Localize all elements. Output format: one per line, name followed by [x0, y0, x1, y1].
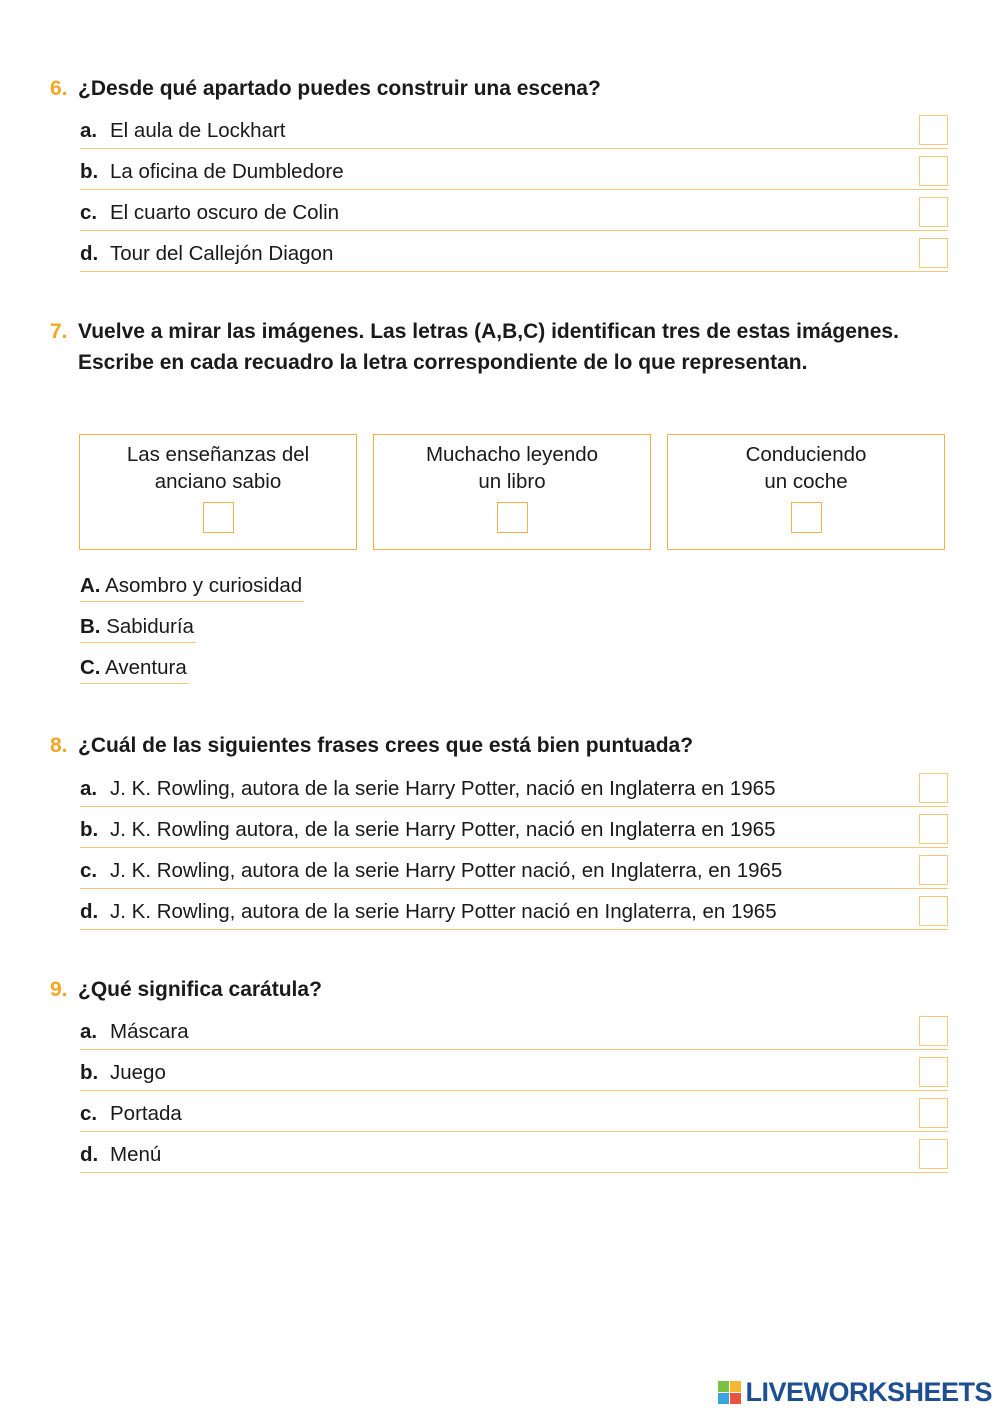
q9-option-a [80, 1017, 948, 1050]
option-letter: d. [80, 1143, 99, 1166]
q6-answer-checkbox-a[interactable] [919, 115, 948, 145]
option-letter: b. [80, 160, 99, 183]
option-letter: d. [80, 900, 99, 923]
option-letter: b. [80, 1061, 99, 1084]
option-letter: a. [80, 119, 98, 142]
option-letter: c. [80, 1102, 98, 1125]
card-answer-box-2[interactable] [497, 502, 528, 533]
option-text: Portada [110, 1102, 182, 1125]
question-7-text: Vuelve a mirar las imágenes. Las letras (A,B,C) identifican tres de estas imágenes. Escribe en cada recuadro la letra correspondiente de lo que representan. [78, 320, 899, 374]
option-letter: c. [80, 201, 98, 224]
image-card-1 [79, 434, 357, 550]
option-text: Máscara [110, 1020, 189, 1043]
q9-answer-checkbox-d[interactable] [919, 1139, 948, 1169]
q6-option-a [80, 116, 948, 149]
option-text: J. K. Rowling, autora de la serie Harry Potter nació en Inglaterra, en 1965 [110, 900, 777, 923]
option-text: Juego [110, 1061, 166, 1084]
option-letter: a. [80, 1020, 98, 1043]
card-line-2: anciano sabio [154, 470, 282, 493]
question-7-title [50, 316, 938, 378]
card-line-2: un coche [764, 470, 848, 493]
q8-option-d [80, 897, 948, 930]
q8-option-b [80, 815, 948, 848]
legend-text: Sabiduría [106, 615, 194, 638]
card-line-2: un libro [478, 470, 546, 493]
card-line-1: Las enseñanzas del [126, 443, 310, 466]
image-card-2 [373, 434, 651, 550]
q6-answer-checkbox-c[interactable] [919, 197, 948, 227]
question-8-text: ¿Cuál de las siguientes frases crees que está bien puntuada? [78, 734, 694, 757]
q9-answer-checkbox-c[interactable] [919, 1098, 948, 1128]
option-text: J. K. Rowling autora, de la serie Harry Potter, nació en Inglaterra en 1965 [110, 818, 776, 841]
card-line-1: Conduciendo [745, 443, 867, 466]
q9-option-c [80, 1099, 948, 1132]
q9-answer-checkbox-a[interactable] [919, 1016, 948, 1046]
question-8-number: 8. [50, 734, 68, 757]
q8-answer-checkbox-d[interactable] [919, 896, 948, 926]
legend-text: Aventura [105, 656, 187, 679]
option-letter: b. [80, 818, 99, 841]
question-6-number: 6. [50, 77, 68, 100]
image-card-3 [667, 434, 945, 550]
option-text: El aula de Lockhart [110, 119, 286, 142]
legend-letter: A. [80, 574, 101, 597]
question-6-title [50, 73, 601, 104]
question-6-text: ¿Desde qué apartado puedes construir una escena? [78, 77, 601, 100]
question-8-title [50, 730, 693, 761]
option-letter: d. [80, 242, 99, 265]
q8-answer-checkbox-a[interactable] [919, 773, 948, 803]
card-answer-box-3[interactable] [791, 502, 822, 533]
option-text: J. K. Rowling, autora de la serie Harry Potter nació, en Inglaterra, en 1965 [110, 859, 783, 882]
liveworksheets-logo[interactable] [718, 1377, 992, 1408]
legend-letter: C. [80, 656, 101, 679]
option-letter: c. [80, 859, 98, 882]
liveworksheets-logo-icon [718, 1381, 741, 1404]
option-text: Tour del Callejón Diagon [110, 242, 334, 265]
q8-option-a [80, 774, 948, 807]
question-9-number: 9. [50, 978, 68, 1001]
q9-option-d [80, 1140, 948, 1173]
legend-letter: B. [80, 615, 101, 638]
card-answer-box-1[interactable] [203, 502, 234, 533]
option-text: El cuarto oscuro de Colin [110, 201, 340, 224]
q9-option-b [80, 1058, 948, 1091]
legend-item-c [80, 653, 189, 684]
q6-option-c [80, 198, 948, 231]
q6-answer-checkbox-d[interactable] [919, 238, 948, 268]
legend-item-b [80, 612, 196, 643]
option-letter: a. [80, 777, 98, 800]
question-7-number: 7. [50, 320, 68, 343]
legend-text: Asombro y curiosidad [105, 574, 303, 597]
q6-answer-checkbox-b[interactable] [919, 156, 948, 186]
question-9-title [50, 974, 322, 1005]
q8-option-c [80, 856, 948, 889]
q8-answer-checkbox-c[interactable] [919, 855, 948, 885]
legend-item-a [80, 571, 304, 602]
card-line-1: Muchacho leyendo [425, 443, 599, 466]
logo-text: LIVEWORKSHEETS [745, 1377, 992, 1407]
option-text: La oficina de Dumbledore [110, 160, 344, 183]
question-9-text: ¿Qué significa carátula? [78, 978, 322, 1001]
option-text: Menú [110, 1143, 162, 1166]
q6-option-d [80, 239, 948, 272]
q6-option-b [80, 157, 948, 190]
q8-answer-checkbox-b[interactable] [919, 814, 948, 844]
option-text: J. K. Rowling, autora de la serie Harry Potter, nació en Inglaterra en 1965 [110, 777, 776, 800]
q9-answer-checkbox-b[interactable] [919, 1057, 948, 1087]
